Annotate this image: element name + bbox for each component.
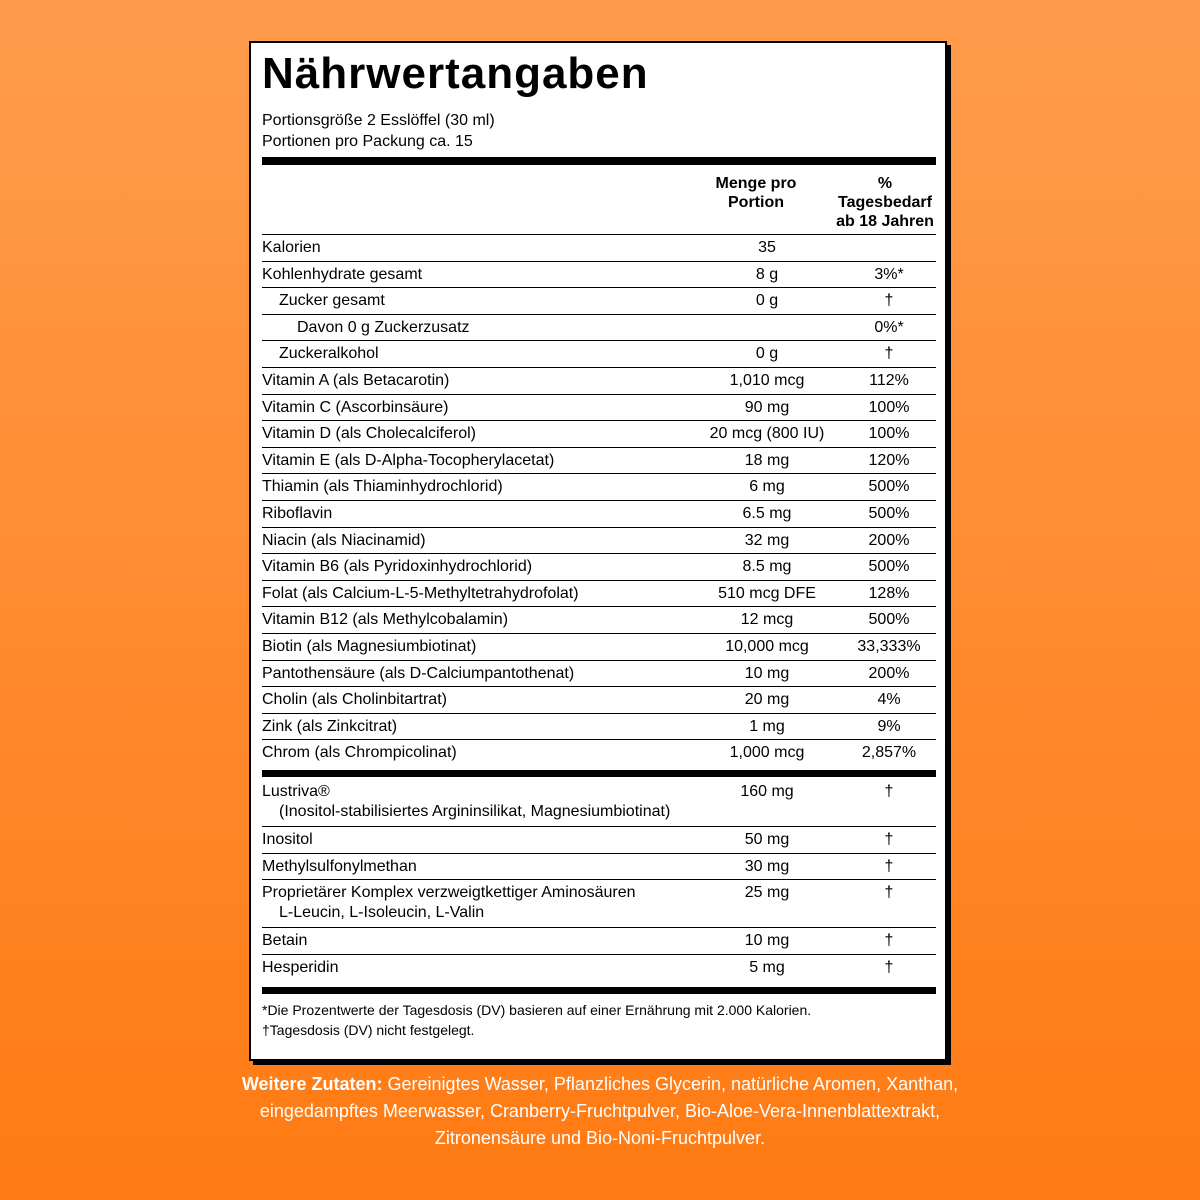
table-row <box>262 395 936 422</box>
table-row <box>262 634 936 661</box>
table-row <box>262 501 936 528</box>
table-row <box>262 554 936 581</box>
nutrient-daily-value: 4% <box>877 691 901 709</box>
nutrient-name: Vitamin D (als Cholecalciferol) <box>262 425 476 443</box>
ingredient-detail: L-Leucin, L-Isoleucin, L-Valin <box>279 904 485 922</box>
table-row <box>262 448 936 475</box>
nutrient-amount: 35 <box>758 239 776 256</box>
nutrient-name: Zucker gesamt <box>279 292 385 310</box>
dv-footnote: *Die Prozentwerte der Tagesdosis (DV) basieren auf einer Ernährung mit 2.000 Kalorien. <box>262 1002 812 1018</box>
nutrient-name: Vitamin B12 (als Methylcobalamin) <box>262 611 509 629</box>
nutrient-amount: 8.5 mg <box>742 558 792 576</box>
nutrient-name: Vitamin E (als D-Alpha-Tocopherylacetat) <box>262 451 555 469</box>
nutrient-name: Cholin (als Cholinbitartrat) <box>262 691 447 709</box>
table-row <box>262 714 936 741</box>
nutrient-amount: 18 mg <box>744 451 790 469</box>
nutrient-name: Thiamin (als Thiaminhydrochlorid) <box>262 478 503 496</box>
nutrient-daily-value: 500% <box>868 478 910 496</box>
nutrient-daily-value: 33,333% <box>857 638 921 655</box>
nutrient-daily-value: 9% <box>877 717 901 735</box>
nutrient-daily-value: 3%* <box>874 265 904 283</box>
table-row <box>262 315 936 342</box>
nutrient-daily-value: 128% <box>868 584 910 602</box>
ingredient-daily-value: † <box>884 783 894 800</box>
daily-value-header <box>816 174 954 231</box>
ingredient-daily-value: † <box>884 932 894 950</box>
servings-per-container: Portionen pro Packung ca. 15 <box>262 133 473 150</box>
nutrient-amount: 0 g <box>755 345 779 363</box>
ingredient-name: Methylsulfonylmethan <box>262 857 417 875</box>
dv-header-line: ab 18 Jahren <box>836 213 934 230</box>
nutrient-name: Kohlenhydrate gesamt <box>262 265 423 283</box>
nutrient-daily-value: 100% <box>868 425 910 443</box>
table-row <box>262 341 936 368</box>
ingredient-amount: 10 mg <box>744 932 790 950</box>
nutrient-amount: 1 mg <box>749 717 785 735</box>
ingredient-daily-value: † <box>884 857 894 875</box>
nutrient-daily-value: 200% <box>868 664 910 682</box>
thick-divider <box>262 770 936 777</box>
table-row <box>262 607 936 634</box>
nutrient-name: Zink (als Zinkcitrat) <box>262 717 398 735</box>
nutrient-amount: 20 mcg (800 IU) <box>709 425 825 443</box>
ingredients-text <box>240 1071 960 1152</box>
ingredients-list: Gereinigtes Wasser, Pflanzliches Glycerin, natürliche Aromen, Xanthan, eingedampftes Meerwasser, Cranberry-Fruchtpulver, Bio-Aloe-Vera-Innenblattextrakt, Zitronensäure und Bio-Noni-Fruchtpulver. <box>259 1074 959 1148</box>
thick-divider <box>262 987 936 994</box>
table-row <box>262 421 936 448</box>
table-row <box>262 581 936 608</box>
nutrient-daily-value: 500% <box>868 558 910 576</box>
nutrient-daily-value: † <box>884 345 894 363</box>
ingredient-name: Betain <box>262 932 308 950</box>
nutrient-daily-value: 200% <box>868 531 910 549</box>
nutrient-name: Vitamin B6 (als Pyridoxinhydrochlorid) <box>262 558 533 576</box>
table-row <box>262 368 936 395</box>
table-row <box>262 928 936 955</box>
ingredient-name: Hesperidin <box>262 958 339 976</box>
ingredient-name: Lustriva® <box>262 783 330 800</box>
nutrient-name: Zuckeralkohol <box>279 345 379 363</box>
dagger-footnote: †Tagesdosis (DV) nicht festgelegt. <box>262 1022 475 1038</box>
ingredient-amount: 160 mg <box>740 783 794 800</box>
nutrient-name: Kalorien <box>262 239 321 256</box>
nutrient-amount: 12 mcg <box>740 611 794 629</box>
nutrient-amount: 1,000 mcg <box>729 744 805 762</box>
nutrient-daily-value: 500% <box>868 505 910 522</box>
ingredient-daily-value: † <box>884 884 894 902</box>
dv-header-line: Tagesbedarf <box>838 194 932 211</box>
footnotes <box>262 1000 936 1040</box>
table-row <box>262 687 936 714</box>
nutrient-amount: 510 mcg DFE <box>718 584 816 602</box>
ingredient-detail: (Inositol-stabilisiertes Argininsilikat, Magnesiumbiotinat) <box>279 803 671 820</box>
nutrient-daily-value: 100% <box>868 398 910 416</box>
ingredient-amount: 50 mg <box>744 831 790 848</box>
nutrient-daily-value: † <box>884 292 894 310</box>
ingredients-label: Weitere Zutaten: <box>241 1074 383 1094</box>
serving-size: Portionsgröße 2 Esslöffel (30 ml) <box>262 112 495 129</box>
nutrient-name: Pantothensäure (als D-Calciumpantothenat) <box>262 664 575 682</box>
ingredient-amount: 30 mg <box>744 857 790 875</box>
ingredient-name: Inositol <box>262 831 313 848</box>
nutrient-amount: 90 mg <box>744 398 790 416</box>
table-row <box>262 474 936 501</box>
ingredient-daily-value: † <box>884 831 894 848</box>
nutrient-amount: 10 mg <box>744 664 790 682</box>
nutrient-daily-value: 0%* <box>874 318 904 336</box>
nutrient-daily-value: 2,857% <box>861 744 917 762</box>
nutrient-name: Niacin (als Niacinamid) <box>262 531 426 549</box>
nutrient-daily-value: 120% <box>868 451 910 469</box>
nutrient-amount: 32 mg <box>744 531 790 549</box>
dv-header-line: % <box>877 175 893 192</box>
nutrient-name: Biotin (als Magnesiumbiotinat) <box>262 638 477 655</box>
table-row <box>262 661 936 688</box>
nutrient-name: Davon 0 g Zuckerzusatz <box>297 318 470 336</box>
nutrient-daily-value: 500% <box>868 611 910 629</box>
table-row <box>262 955 936 982</box>
table-row <box>262 854 936 881</box>
nutrient-amount: 20 mg <box>744 691 790 709</box>
table-row <box>262 779 936 827</box>
nutrient-amount: 10,000 mcg <box>725 638 809 655</box>
nutrient-name: Vitamin A (als Betacarotin) <box>262 372 450 389</box>
ingredient-amount: 25 mg <box>744 884 790 902</box>
nutrient-amount: 1,010 mcg <box>729 372 805 389</box>
thick-divider <box>262 157 936 165</box>
ingredient-name: Proprietärer Komplex verzweigtkettiger Aminosäuren <box>262 884 636 902</box>
table-row <box>262 827 936 854</box>
nutrient-amount: 6 mg <box>749 478 785 496</box>
panel-title: Nährwertangaben <box>262 49 649 98</box>
table-row <box>262 235 936 262</box>
ingredient-daily-value: † <box>884 958 894 976</box>
table-row <box>262 262 936 289</box>
table-row <box>262 740 936 767</box>
table-row <box>262 528 936 555</box>
nutrient-amount: 0 g <box>755 292 779 310</box>
nutrient-amount: 8 g <box>755 265 779 283</box>
nutrient-name: Folat (als Calcium-L-5-Methyltetrahydrofolat) <box>262 584 579 602</box>
nutrient-name: Vitamin C (Ascorbinsäure) <box>262 398 449 416</box>
nutrient-name: Riboflavin <box>262 505 333 522</box>
table-row <box>262 880 936 928</box>
nutrient-name: Chrom (als Chrompicolinat) <box>262 744 457 762</box>
amount-header: Menge pro Portion <box>715 175 797 211</box>
table-row <box>262 288 936 315</box>
nutrient-daily-value: 112% <box>869 372 909 389</box>
nutrition-facts-panel <box>249 41 947 1061</box>
ingredient-amount: 5 mg <box>749 958 785 976</box>
nutrient-amount: 6.5 mg <box>742 505 792 522</box>
